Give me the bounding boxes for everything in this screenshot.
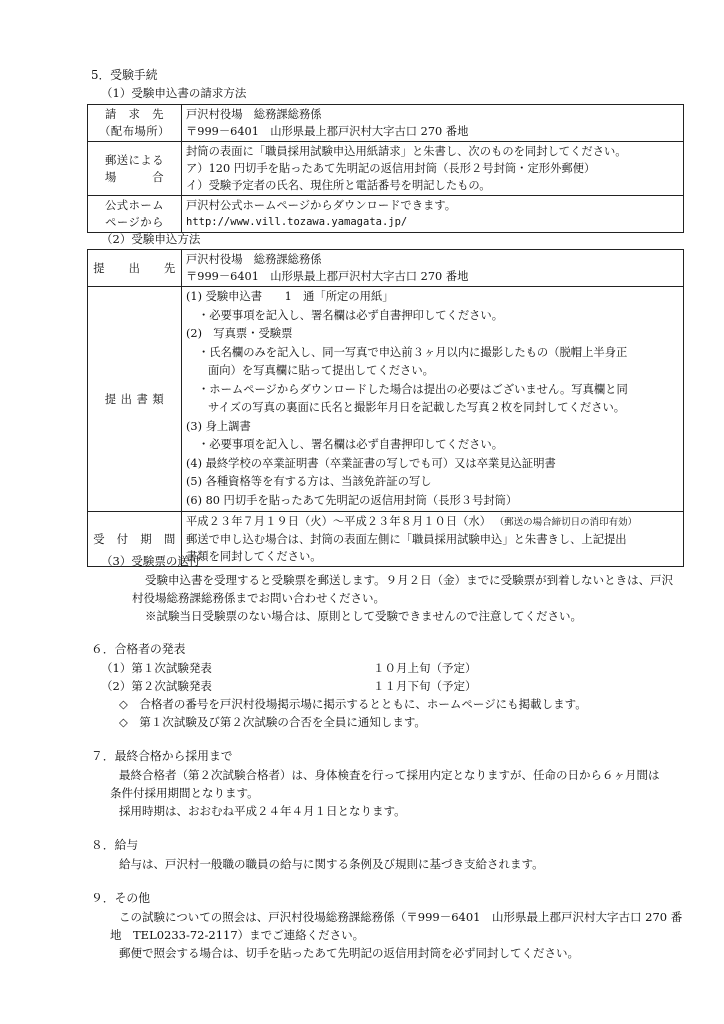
paragraph-line: 地 TEL0233-72-2117）までご連絡ください。 [110,928,365,942]
paragraph-line: 最終合格者（第２次試験合格者）は、身体検査を行って採用内定となりますが、任命の日から６ヶ月間は [119,768,660,782]
note-line: ◇ 第１次試験及び第２次試験の合否を全員に通知します。 [119,715,426,729]
announcement-1-date: １０月上旬（予定） [373,661,477,675]
paragraph-line: 受験申込書を受理すると受験票を郵送します。９月２日（金）までに受験票が到着しないときは、戸沢 [145,573,674,587]
row-label: 受 付 期 間 [88,512,182,567]
content-line: (5) 各種資格等を有する方は、当該免許証の写し [186,475,432,488]
row-label [88,105,182,142]
content-line: サイズの写真の裏面に氏名と撮影年月日を記載した写真２枚を同封してください。 [208,401,626,414]
section-6-heading: ６．合格者の発表 [91,642,186,656]
content-line: ア）120 円切手を貼ったあて先明記の返信用封筒（長形２号封筒・定形外郵便） [186,162,596,175]
content-line: ・ホームページからダウンロードした場合は提出の必要はございません。写真欄と同 [198,382,628,396]
paragraph-line: この試験についての照会は、戸沢村役場総務課総務係（〒999－6401 山形県最上郡戸沢村大字古口 270 番 [119,910,683,924]
table-row [88,142,684,196]
content-line: ・必要事項を記入し、署名欄は必ず自書押印してください。 [198,308,504,322]
content-line: (4) 最終学校の卒業証明書（卒業証書の写しでも可）又は卒業見込証明書 [186,456,556,470]
note-line: ◇ 合格者の番号を戸沢村役場掲示場に掲示するとともに、ホームページにも掲載します。 [119,697,587,711]
row-label: 提 出 先 [88,250,182,287]
row-content [182,287,684,512]
paragraph-line: 郵便で照会する場合は、切手を貼ったあて先明記の返信用封筒を必ず同封してください。 [119,946,579,960]
content-line: 戸沢村役場 総務課総務係 [186,253,322,266]
content-line: (1) 受験申込書 1 通「所定の用紙」 [186,290,394,303]
announcement-2-date: １１月下旬（予定） [373,679,477,693]
content-line: イ）受験予定者の氏名、現住所と電話番号を明記したもの。 [186,179,491,192]
table-row [88,250,684,287]
section-9-heading: ９．その他 [91,891,150,905]
content-line: ・氏名欄のみを記入し、同一写真で申込前３ヶ月以内に撮影したもの（脱帽上半身正 [198,345,628,359]
label-text: 公式ホーム [105,199,164,212]
reception-period: 平成２３年７月１９日（火）～平成２３年８月１０日（水） [186,515,492,528]
row-label [88,196,182,233]
content-line: ・必要事項を記入し、署名欄は必ず自書押印してください。 [198,438,504,451]
row-label [88,142,182,196]
subsection-5-3-heading: （3）受験票の送付 [101,554,201,568]
row-content [182,105,684,142]
row-content [182,196,684,233]
content-line: 封筒の表面に「職員採用試験申込用紙請求」と朱書し、次のものを同封してください。 [186,145,627,158]
content-line: 〒999－6401 山形県最上郡戸沢村大字古口 270 番地 [186,125,469,138]
subsection-5-1-heading: （1）受験申込書の請求方法 [101,86,247,100]
paragraph-line: 採用時期は、おおむね平成２４年４月１日となります。 [119,804,406,818]
label-text: （配布場所） [99,125,170,138]
row-content [182,512,684,567]
section-8-heading: ８．給与 [91,838,139,852]
content-line: (3) 身上調書 [186,419,251,433]
content-line: 郵送で申し込む場合は、封筒の表面左側に「職員採用試験申込」と朱書きし、上記提出 [186,533,627,546]
content-line: 面向）を写真欄に貼って提出してください。 [208,364,434,377]
paragraph-line: 村役場総務課総務係までお問い合わせください。 [132,591,385,605]
content-line: 戸沢村公式ホームページからダウンロードできます。 [186,199,456,212]
row-label: 提 出 書 類 [88,287,182,512]
paragraph-line: 条件付採用期間となります。 [110,786,259,800]
table-row [88,287,684,512]
row-content [182,250,684,287]
section-7-heading: ７．最終合格から採用まで [91,749,233,763]
content-line: (6) 80 円切手を貼ったあて先明記の返信用封筒（長形３号封筒） [186,493,518,507]
content-line: 戸沢村役場 総務課総務係 [186,108,322,121]
announcement-1-label: （1）第１次試験発表 [101,661,212,675]
notice-line: ※試験当日受験票のない場合は、原則として受験できませんので注意してください。 [145,609,582,623]
section-5-heading: 5．受験手続 [91,68,158,82]
announcement-2-label: （2）第２次試験発表 [101,679,212,693]
content-line: 〒999－6401 山形県最上郡戸沢村大字古口 270 番地 [186,270,469,283]
postmark-note: （郵送の場合締切日の消印有効） [494,517,638,528]
label-text: ページから [105,216,164,229]
row-content [182,142,684,196]
application-method-table [87,249,684,567]
request-method-table [87,104,684,233]
label-text: 郵送による [105,153,164,167]
paragraph-line: 給与は、戸沢村一般職の職員の給与に関する条例及び規則に基づき支給されます。 [119,857,544,871]
label-text: 請 求 先 [105,108,164,121]
table-row [88,105,684,142]
content-line: 書類を同封してください。 [186,550,322,563]
content-line: (2) 写真票・受験票 [186,327,293,340]
table-row [88,196,684,233]
subsection-5-2-heading: （2）受験申込方法 [101,232,201,246]
homepage-url: http://www.vill.tozawa.yamagata.jp/ [186,216,408,228]
label-text: 場 合 [105,170,164,184]
